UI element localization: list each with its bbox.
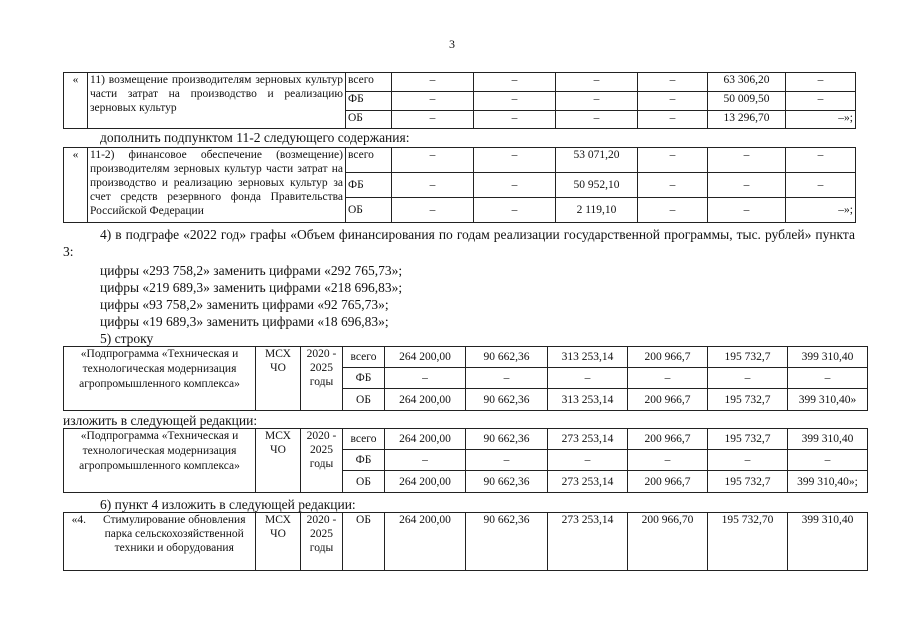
source-label: ОБ: [343, 513, 385, 571]
table-cell: –»;: [786, 198, 856, 223]
replacement-item: цифры «19 689,3» заменить цифрами «18 696,83»;: [100, 314, 389, 329]
table-cell: –: [474, 173, 556, 198]
item-number: «4.: [64, 513, 94, 571]
table-cell: –: [708, 368, 788, 389]
table-cell: 53 071,20: [556, 148, 638, 173]
table-cell: 50 009,50: [708, 92, 786, 111]
table-cell: –: [638, 73, 708, 92]
table-cell: –: [466, 368, 548, 389]
table-cell: –: [474, 111, 556, 129]
table-cell: –: [548, 368, 628, 389]
table-cell: 399 310,40: [788, 347, 868, 368]
table-cell: –: [392, 73, 474, 92]
subitem-description: 11) возмещение производителям зерновых культур части затрат на производство и реализацию зерновых культур: [88, 73, 346, 129]
table-cell: 90 662,36: [466, 429, 548, 450]
table-cell: –: [474, 92, 556, 111]
table-item-4: [63, 512, 868, 571]
table-cell: 195 732,7: [708, 347, 788, 368]
table-cell: –: [786, 73, 856, 92]
source-label: ФБ: [343, 450, 385, 471]
table-cell: 195 732,7: [708, 429, 788, 450]
table-cell: 200 966,7: [628, 347, 708, 368]
source-label: ОБ: [346, 198, 392, 223]
source-label: всего: [343, 347, 385, 368]
table-cell: –: [556, 92, 638, 111]
replacement-item: цифры «219 689,3» заменить цифрами «218 696,83»;: [100, 280, 403, 295]
source-label: всего: [343, 429, 385, 450]
subprogram-name: «Подпрограмма «Техническая и технологическая модернизация агропромышленного комплекса»: [64, 429, 256, 493]
table-cell: –: [638, 148, 708, 173]
source-label: ОБ: [343, 471, 385, 493]
table-cell: –: [392, 92, 474, 111]
table-cell: –: [392, 173, 474, 198]
table-cell: 90 662,36: [466, 347, 548, 368]
source-label: ОБ: [343, 389, 385, 411]
period: 2020 - 2025 годы: [301, 347, 343, 411]
table-cell: 273 253,14: [548, 471, 628, 493]
subprogram-name: «Подпрограмма «Техническая и технологическая модернизация агропромышленного комплекса»: [64, 347, 256, 411]
source-label: ОБ: [346, 111, 392, 129]
table-cell: 200 966,70: [628, 513, 708, 571]
table-cell: 264 200,00: [385, 429, 466, 450]
table-cell: 195 732,7: [708, 389, 788, 411]
table-cell: 264 200,00: [385, 513, 466, 571]
table-cell: –: [786, 148, 856, 173]
table-cell: –: [628, 450, 708, 471]
executor: МСХ ЧО: [256, 347, 301, 411]
table-cell: –: [638, 173, 708, 198]
executor: МСХ ЧО: [256, 429, 301, 493]
source-label: всего: [346, 148, 392, 173]
table-cell: –: [548, 450, 628, 471]
table-cell: –: [638, 92, 708, 111]
page-number: 3: [449, 37, 455, 51]
table-cell: –: [392, 111, 474, 129]
table-cell: 2 119,10: [556, 198, 638, 223]
edit-text: изложить в следующей редакции:: [63, 413, 258, 428]
period: 2020 - 2025 годы: [301, 429, 343, 493]
table-cell: 399 310,40: [788, 513, 868, 571]
table-row: [64, 429, 868, 450]
table-subitem-11-2: [63, 147, 856, 223]
table-cell: 313 253,14: [548, 389, 628, 411]
period: 2020 - 2025 годы: [301, 513, 343, 571]
paragraph-6: 6) пункт 4 изложить в следующей редакции:: [100, 497, 356, 512]
table-cell: 264 200,00: [385, 347, 466, 368]
opening-quote: «: [64, 148, 88, 223]
table-cell: 200 966,7: [628, 429, 708, 450]
executor: МСХ ЧО: [256, 513, 301, 571]
subitem-description: 11-2) финансовое обеспечение (возмещение) производителям зерновых культур части затрат на производство и реализацию зерновых культур за счет средств резервного фонда Правительства Российской Федерации: [88, 148, 346, 223]
table-cell: 264 200,00: [385, 471, 466, 493]
table-cell: –: [466, 450, 548, 471]
table-cell: –: [556, 73, 638, 92]
table-cell: 399 310,40»;: [788, 471, 868, 493]
table-subprogram-new: [63, 428, 868, 493]
table-cell: 195 732,7: [708, 471, 788, 493]
table-cell: 399 310,40: [788, 429, 868, 450]
table-cell: 313 253,14: [548, 347, 628, 368]
table-cell: –»;: [786, 111, 856, 129]
source-label: ФБ: [343, 368, 385, 389]
table-cell: –: [638, 111, 708, 129]
table-row: [64, 148, 856, 173]
paragraph-5: 5) строку: [100, 331, 154, 346]
table-cell: 50 952,10: [556, 173, 638, 198]
table-cell: 273 253,14: [548, 513, 628, 571]
table-row: [64, 513, 868, 571]
table-cell: –: [392, 148, 474, 173]
table-cell: –: [392, 198, 474, 223]
table-cell: 200 966,7: [628, 471, 708, 493]
table-cell: 90 662,36: [466, 389, 548, 411]
table-cell: 273 253,14: [548, 429, 628, 450]
source-label: всего: [346, 73, 392, 92]
table-cell: –: [474, 73, 556, 92]
opening-quote: «: [64, 73, 88, 129]
replacement-list: [100, 262, 402, 330]
table-cell: –: [708, 450, 788, 471]
table-cell: 90 662,36: [466, 471, 548, 493]
replacement-item: цифры «293 758,2» заменить цифрами «292 765,73»;: [100, 263, 403, 278]
table-cell: –: [788, 368, 868, 389]
table-cell: 399 310,40»: [788, 389, 868, 411]
table-cell: 200 966,7: [628, 389, 708, 411]
source-label: ФБ: [346, 173, 392, 198]
table-cell: –: [708, 173, 786, 198]
table-subitem-11: [63, 72, 856, 129]
table-subprogram-old: [63, 346, 868, 411]
supplement-text: дополнить подпунктом 11-2 следующего содержания:: [100, 130, 410, 145]
table-cell: –: [385, 450, 466, 471]
replacement-item: цифры «93 758,2» заменить цифрами «92 765,73»;: [100, 297, 389, 312]
table-cell: –: [788, 450, 868, 471]
table-cell: –: [385, 368, 466, 389]
table-cell: –: [474, 198, 556, 223]
table-cell: –: [708, 148, 786, 173]
table-row: [64, 347, 868, 368]
paragraph-4: 4) в подграфе «2022 год» графы «Объем финансирования по годам реализации государственной программы, тыс. рублей» пункта 3:: [63, 227, 855, 259]
table-cell: –: [638, 198, 708, 223]
table-cell: 13 296,70: [708, 111, 786, 129]
source-label: ФБ: [346, 92, 392, 111]
table-cell: –: [786, 92, 856, 111]
table-cell: 63 306,20: [708, 73, 786, 92]
table-cell: 264 200,00: [385, 389, 466, 411]
table-cell: –: [556, 111, 638, 129]
table-cell: –: [628, 368, 708, 389]
table-row: [64, 73, 856, 92]
table-cell: 90 662,36: [466, 513, 548, 571]
table-cell: –: [786, 173, 856, 198]
table-cell: 195 732,70: [708, 513, 788, 571]
table-cell: –: [474, 148, 556, 173]
table-cell: –: [708, 198, 786, 223]
item-name: Стимулирование обновления парка сельскохозяйственной техники и оборудования: [94, 513, 256, 571]
